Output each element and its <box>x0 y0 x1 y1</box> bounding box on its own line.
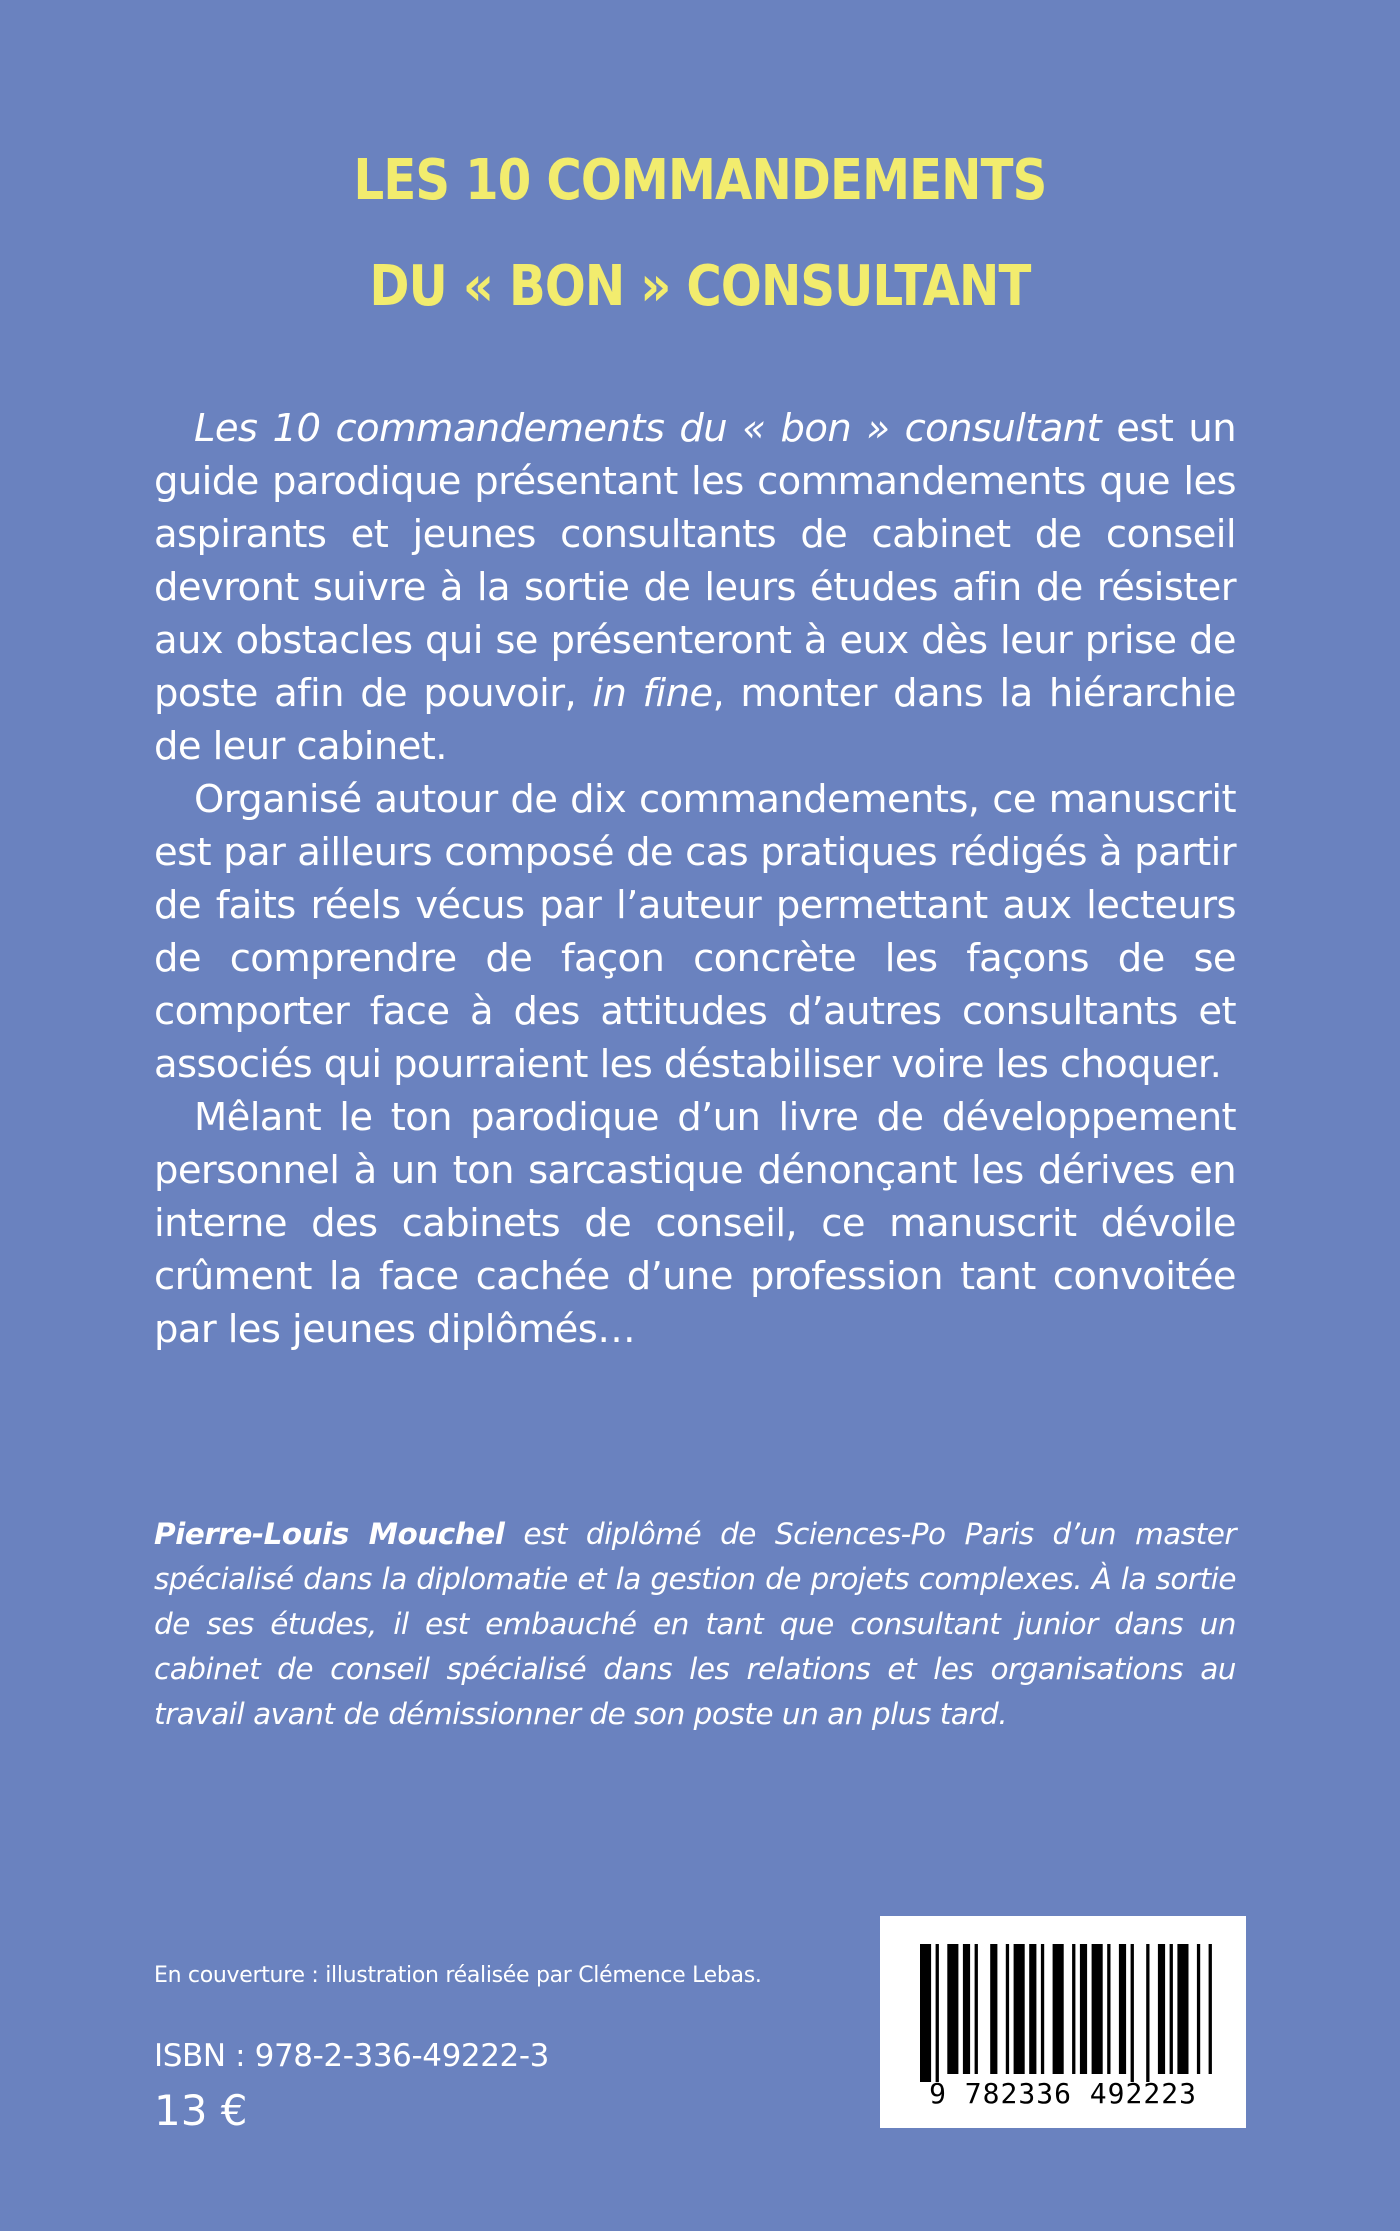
barcode-bar <box>1041 1944 1044 2074</box>
barcode-bar <box>1053 1944 1064 2074</box>
barcode-bar <box>1146 1944 1149 2082</box>
author-bio-text: est diplômé de Sciences-Po Paris d’un master spécialisé dans la diplomatie et la gestion de projets complexes. À la sortie de ses études, il est embauché en tant que consultant junior dans un cabinet de conseil spécialisé dans les relations et les organisations au travail avant de démissionner de son poste un an plus tard. <box>154 1517 1236 1731</box>
barcode-bar <box>990 1944 997 2074</box>
title-line-1: LES 10 COMMANDEMENTS <box>353 148 1047 213</box>
barcode-bar <box>975 1944 978 2074</box>
barcode-bar <box>1072 1944 1075 2074</box>
barcode <box>880 1916 1246 2128</box>
synopsis <box>154 402 1236 1356</box>
in-fine-italic: in fine <box>592 671 713 716</box>
synopsis-paragraph-1 <box>154 402 1236 773</box>
synopsis-text-1b: , monter dans la hiérarchie de leur cabinet. <box>154 671 1236 769</box>
barcode-bar <box>1197 1944 1200 2074</box>
cover-credit: En couverture : illustration réalisée par Clémence Lebas. <box>154 1963 762 1988</box>
isbn: ISBN : 978-2-336-49222-3 <box>154 2038 549 2074</box>
book-title <box>98 128 1302 340</box>
barcode-bar <box>1131 1944 1134 2082</box>
synopsis-paragraph-2: Organisé autour de dix commandements, ce manuscrit est par ailleurs composé de cas pratiques rédigés à partir de faits réels vécus par l’auteur permettant aux lecteurs de comprendre de façon concrète les façons de se comporter face à des attitudes d’autres consultants et associés qui pourraient les déstabiliser voire les choquer. <box>154 777 1236 1087</box>
barcode-bar <box>1177 1944 1188 2074</box>
author-name: Pierre-Louis Mouchel <box>154 1517 505 1551</box>
barcode-bar <box>1029 1944 1036 2074</box>
book-title-italic: Les 10 commandements du « bon » consultant <box>194 406 1102 451</box>
barcode-bar <box>1119 1944 1126 2074</box>
barcode-number: 9 782336 492223 <box>929 2077 1197 2110</box>
synopsis-text-1a: est un guide parodique présentant les commandements que les aspirants et jeunes consultants de cabinet de conseil devront suivre à la sortie de leurs études afin de résister aux obstacles qui se présenteront à eux dès leur prise de poste afin de pouvoir, <box>154 406 1237 716</box>
barcode-bar <box>963 1944 970 2074</box>
author-bio <box>154 1512 1236 1737</box>
barcode-bar <box>1014 1944 1025 2074</box>
barcode-bar <box>1107 1944 1110 2074</box>
barcode-bar <box>1158 1944 1165 2074</box>
barcode-bar <box>1006 1944 1009 2074</box>
title-line-2: DU « BON » CONSULTANT <box>369 254 1031 319</box>
barcode-bar <box>1092 1944 1103 2074</box>
barcode-bar <box>1209 1944 1212 2074</box>
barcode-bar <box>920 1944 931 2082</box>
price: 13 € <box>154 2086 248 2135</box>
barcode-bar <box>936 1944 939 2082</box>
barcode-bar <box>947 1944 958 2074</box>
synopsis-paragraph-3: Mêlant le ton parodique d’un livre de développement personnel à un ton sarcastique dénonçant les dérives en interne des cabinets de conseil, ce manuscrit dévoile crûment la face cachée d’une profession tant convoitée par les jeunes diplômés… <box>154 1095 1236 1352</box>
barcode-bar <box>1170 1944 1173 2074</box>
barcode-bar <box>1080 1944 1087 2074</box>
